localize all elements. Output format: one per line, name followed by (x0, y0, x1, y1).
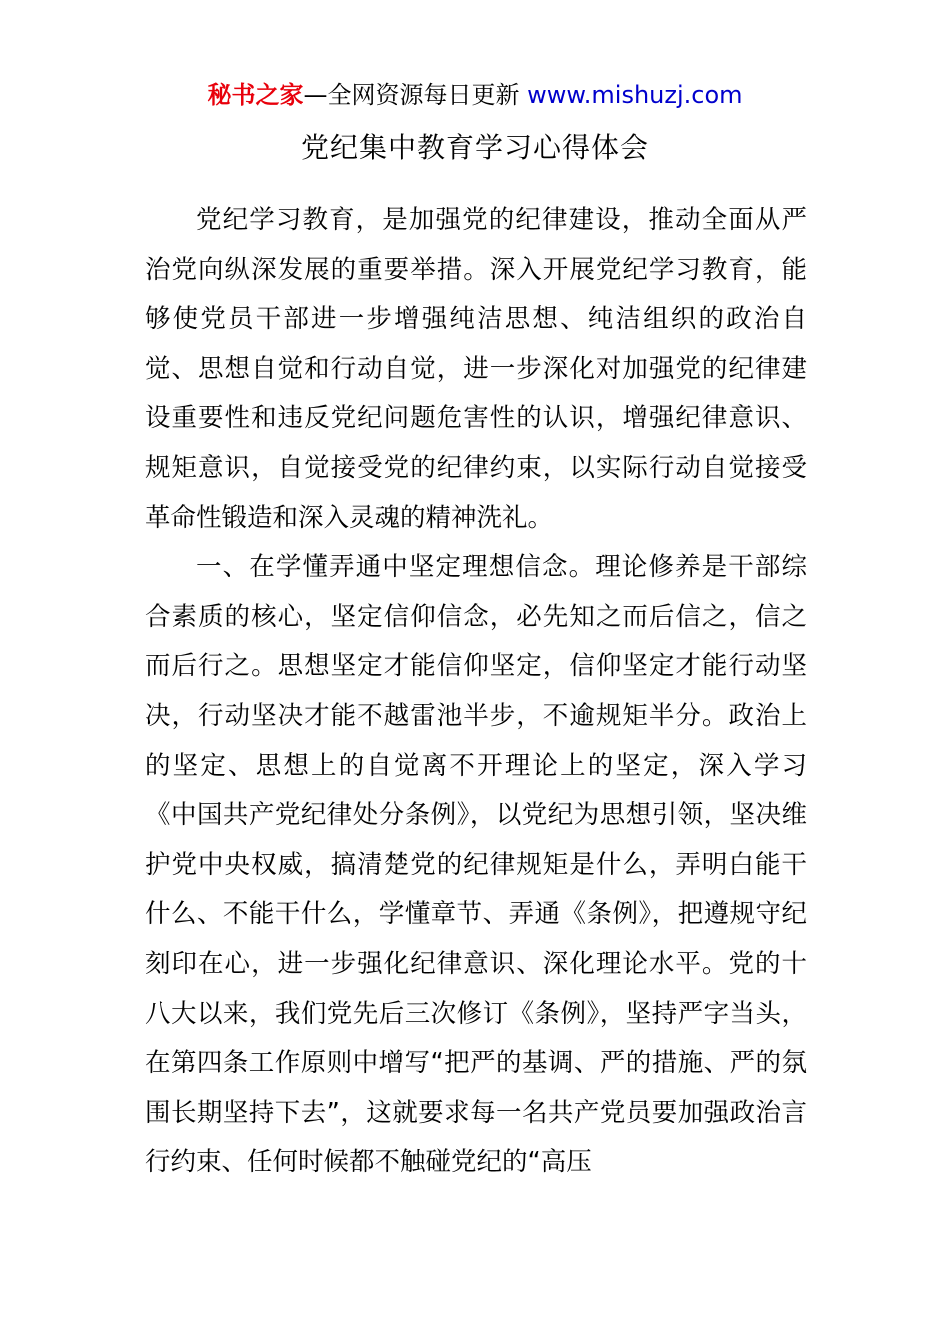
document-title: 党纪集中教育学习心得体会 (300, 131, 649, 164)
site-brand: 秘书之家 (207, 81, 304, 109)
site-header (0, 78, 950, 112)
site-slogan: —全网资源每日更新 (303, 81, 520, 109)
paragraph-section-one: 一、在学懂弄通中坚定理想信念。理论修养是干部综合素质的核心，坚定信仰信念，必先知之而后信之，信之而后行之。思想坚定才能信仰坚定，信仰坚定才能行动坚决，行动坚决才能不越雷池半步，不逾规矩半分。政治上的坚定、思想上的自觉离不开理论上的坚定，深入学习《中国共产党纪律处分条例》，以党纪为思想引领，坚决维护党中央权威，搞清楚党的纪律规矩是什么，弄明白能干什么、不能干什么，学懂章节、弄通《条例》，把遵规守纪刻印在心，进一步强化纪律意识、深化理论水平。党的十八大以来，我们党先后三次修订《条例》，坚持严字当头，在第四条工作原则中增写“把严的基调、严的措施、严的氛围长期坚持下去”，这就要求每一名共产党员要加强政治言行约束、任何时候都不触碰党纪的“高压 (145, 552, 807, 1178)
paragraph-intro: 党纪学习教育，是加强党的纪律建设，推动全面从严治党向纵深发展的重要举措。深入开展党纪学习教育，能够使党员干部进一步增强纯洁思想、纯洁组织的政治自觉、思想自觉和行动自觉，进一步深化对加强党的纪律建设重要性和违反党纪问题危害性的认识，增强纪律意识、规矩意识，自觉接受党的纪律约束，以实际行动自觉接受革命性锻造和深入灵魂的精神洗礼。 (145, 205, 807, 533)
document-body (145, 196, 807, 1188)
site-url-link[interactable]: www.mishuzj.com (527, 81, 743, 109)
